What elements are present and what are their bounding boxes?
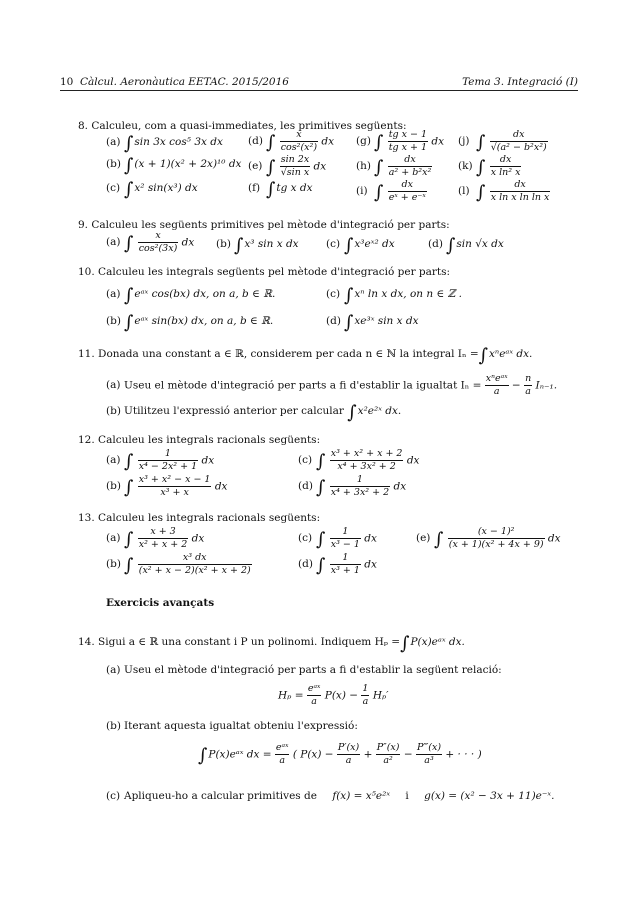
problem-statement: Calculeu les integrals següents pel mètode d'integració per parts: (98, 266, 451, 278)
problem-statement: Donada una constant a ∈ ℝ, considerem per cada n ∈ ℕ la integral Iₙ = (98, 348, 479, 360)
p8-g: (g) ∫ $\frac{\text{tg x − 1}}{\text{tg x + 1}}$ dx (356, 129, 445, 154)
p9-b: (b) ∫x³ sin x dx (216, 235, 299, 256)
p9-c: (c) ∫x³eˣ² dx (326, 235, 395, 256)
p10-a: (a) ∫eᵃˣ cos(bx) dx, on a, b ∈ ℝ. (106, 285, 276, 306)
p13-e: (e) ∫ $\frac{\text{(x − 1)²}}{\text{(x + 1)(x² + 4x + 9)}}$ dx (416, 526, 561, 551)
p12-b: (b) ∫ $\frac{\text{x³ + x² − x − 1}}{\text{x³ + x}}$ dx (106, 474, 228, 499)
p8-j: (j) ∫ $\frac{dx}{\text{√(a² − b²x²)}}$ (458, 129, 547, 154)
p14-a-formula: Hₚ = $\frac{\text{eᵃˣ}}{a}$ P(x) − $\frac{1}{a}$ Hₚ′ (278, 683, 389, 707)
p13-a: (a) ∫ $\frac{x + 3}{\text{x² + x + 2}}$ dx (106, 526, 205, 551)
p8-k: (k) ∫ $\frac{dx}{\text{x ln² x}}$ (458, 154, 521, 179)
p12-a: (a) ∫ $\frac{1}{\text{x⁴ − 2x² + 1}}$ dx (106, 448, 215, 473)
p8-c: (c) ∫x² sin(x³) dx (106, 179, 198, 200)
p14-a: (a) Useu el mètode d'integració per parts a fi d'establir la següent relació: (106, 664, 502, 676)
problem-10: 10. Calculeu les integrals següents pel mètode d'integració per parts: (78, 266, 451, 278)
section-heading-advanced: Exercicis avançats (106, 597, 215, 609)
problem-11: 11. Donada una constant a ∈ ℝ, considerem per cada n ∈ ℕ la integral Iₙ =∫xⁿeᵃˣ dx. (78, 345, 533, 366)
p11-b: (b) Utilitzeu l'expressió anterior per calcular ∫x²e²ˣ dx. (106, 402, 402, 423)
p8-h: (h) ∫ $\frac{dx}{\text{a² + b²x²}}$ (356, 154, 432, 179)
problem-statement: Calculeu les integrals racionals següents: (98, 512, 321, 524)
p8-b: (b) ∫(x + 1)(x² + 2x)¹⁰ dx (106, 155, 242, 176)
p9-a: (a) ∫ $\frac{x}{\text{cos²(3x)}}$ dx (106, 230, 195, 255)
p10-b: (b) ∫eᵃˣ sin(bx) dx, on a, b ∈ ℝ. (106, 312, 274, 333)
p12-c: (c) ∫ $\frac{\text{x³ + x² + x + 2}}{\text{x⁴ + 3x² + 2}}$ dx (298, 448, 420, 473)
page-header (60, 76, 578, 90)
p10-d: (d) ∫xe³ˣ sin x dx (326, 312, 419, 333)
p8-i: (i) ∫ $\frac{dx}{\text{eˣ + e⁻ˣ}}$ (356, 179, 426, 204)
problem-number: 8. (78, 120, 89, 132)
problem-statement: Calculeu les integrals racionals següents: (98, 434, 321, 446)
p14-b: (b) Iterant aquesta igualtat obteniu l'expressió: (106, 720, 358, 732)
chapter-title: Tema 3. Integració (I) (462, 76, 578, 88)
header-rule (60, 90, 578, 91)
problem-12: 12. Calculeu les integrals racionals següents: (78, 434, 321, 446)
problem-9: 9. Calculeu les següents primitives pel mètode d'integració per parts: (78, 219, 450, 231)
course-title: Càlcul. Aeronàutica EETAC. 2015/2016 (80, 76, 289, 88)
p8-e: (e) ∫ $\frac{\sin 2x}{\text{√sin x}}$ dx (248, 154, 327, 179)
problem-14: 14. Sigui a ∈ ℝ una constant i P un polinomi. Indiquem Hₚ =∫P(x)eᵃˣ dx. (78, 633, 465, 654)
page-number: 10 (60, 76, 74, 88)
p8-d: (d) ∫ $\frac{x}{\text{cos²(x²)}}$ dx (248, 129, 335, 154)
p14-b-formula: ∫P(x)eᵃˣ dx = $\frac{\text{eᵃˣ}}{a}$ ( P(x) − $\frac{P'(x)}{a}$ + $\frac{P''(x)}{\text{a²}}$ − $\frac{P‴(x)}{\text{a³}}$ + · · · ) (198, 742, 482, 767)
problem-statement: Sigui a ∈ ℝ una constant i P un polinomi. Indiquem Hₚ = (98, 636, 401, 648)
p8-a: (a) ∫sin 3x cos⁵ 3x dx (106, 133, 223, 154)
p8-l: (l) ∫ $\frac{dx}{\text{x ln x ln ln x}}$ (458, 179, 550, 204)
p10-c: (c) ∫xⁿ ln x dx, on n ∈ ℤ . (326, 285, 462, 306)
p13-c: (c) ∫ $\frac{1}{\text{x³ − 1}}$ dx (298, 526, 377, 551)
p8-f: (f) ∫tg x dx (248, 179, 313, 200)
problem-13: 13. Calculeu les integrals racionals següents: (78, 512, 321, 524)
p12-d: (d) ∫ $\frac{1}{\text{x⁴ + 3x² + 2}}$ dx (298, 474, 407, 499)
p14-c: (c) Apliqueu-ho a calcular primitives de f(x) = x⁵e²ˣ i g(x) = (x² − 3x + 11)e⁻ˣ. (106, 790, 555, 802)
problem-statement: Calculeu, com a quasi-immediates, les primitives següents: (91, 120, 407, 132)
p11-a: (a) Useu el mètode d'integració per parts a fi d'establir la igualtat Iₙ = $\frac{\text{xⁿeᵃˣ}}{a}$ − $\frac{n}{a}$ Iₙ₋₁. (106, 373, 558, 397)
p9-d: (d) ∫sin √x dx (428, 235, 504, 256)
problem-statement: Calculeu les següents primitives pel mètode d'integració per parts: (91, 219, 450, 231)
p13-b: (b) ∫ $\frac{\text{x³ dx}}{\text{(x² + x − 2)(x² + x + 2)}}$ (106, 552, 251, 577)
p13-d: (d) ∫ $\frac{1}{\text{x³ + 1}}$ dx (298, 552, 377, 577)
